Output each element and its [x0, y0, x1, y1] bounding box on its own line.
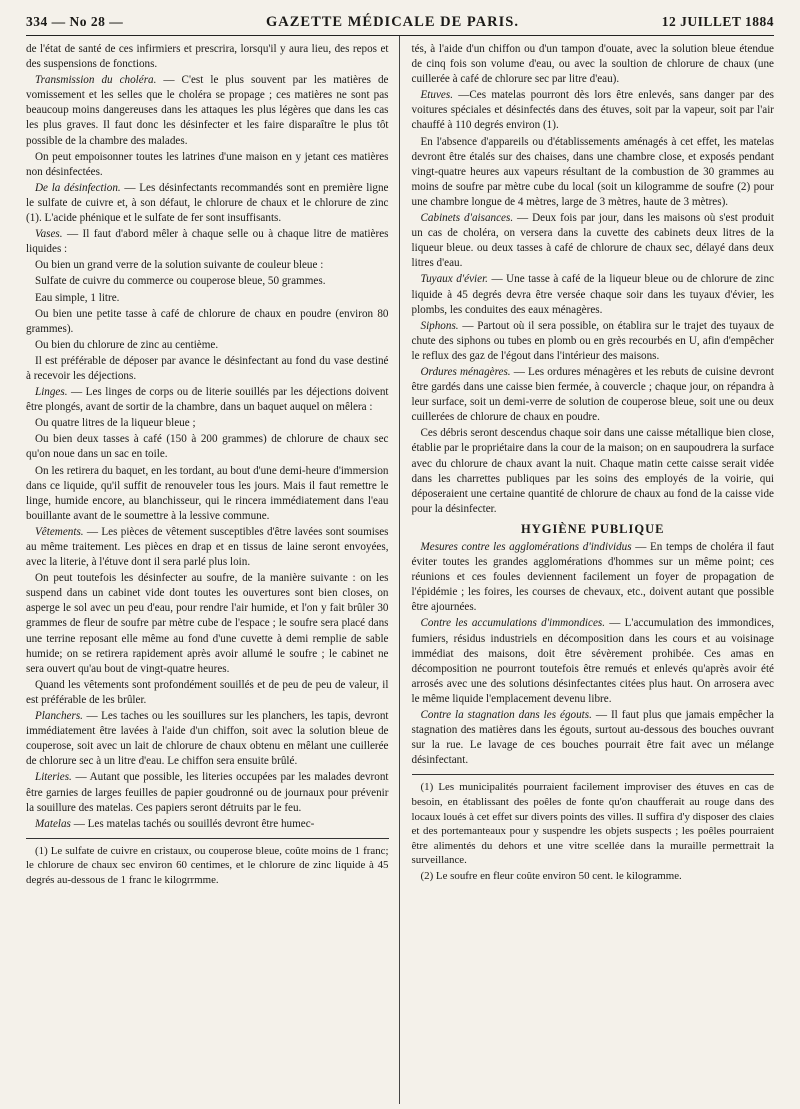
paragraph-linges: [26, 385, 389, 415]
section-heading-hygiene: HYGIÈNE PUBLIQUE: [521, 521, 665, 536]
paragraph-stagnation: [412, 708, 775, 768]
paragraph-accumulations: [412, 616, 775, 707]
paragraph: Ou bien un grand verre de la solution suivante de couleur bleue :: [35, 259, 324, 272]
section-text: — Deux fois par jour, dans les maisons où s'est produit un cas de choléra, on versera dans la cuvette des cabinets deux litres de la liqueur bleue. ou deux tasses à café de chlorure de chaux sec, délayé dans deux litres d'eau.: [411, 212, 774, 270]
paragraph: Ou bien deux tasses à café (150 à 200 grammes) de chlorure de chaux sec qu'on noue dans un sac en toile.: [26, 433, 389, 461]
section-title: Contre la stagnation dans les égouts.: [420, 709, 592, 722]
footnote: (1) Le sulfate de cuivre en cristaux, ou couperose bleue, coûte moins de 1 franc; le chlorure de chaux sec environ 60 centimes, et le chlorure de zinc liquide à 45 degrés au-dessous de 1 franc le kilogrrmme.: [26, 844, 389, 886]
section-text: — Les ordures ménagères et les rebuts de cuisine devront être gardés dans une caisse bien fermée, à couvercle ; chaque jour, on répandra à leur surface, soit un demi-verre de solution de couperose bleue, soit une ou deux cuillerées de chlorure de chaux en poudre.: [411, 365, 774, 424]
section-text: — Il faut d'abord mêler à chaque selle ou à chaque litre de matières liquides :: [26, 228, 389, 256]
section-text: — Les pièces de vêtement susceptibles d'être lavées sont soumises au même traitement. Les pièces en drap et en tissus de laine seront envoyées, avec la literie, à l'étuve dont il sera parlé plus loin.: [26, 525, 389, 569]
section-text: — En temps de choléra il faut éviter toutes les grandes agglomérations d'hommes sur un même point; ces réunions et ces foules deviennent facilement un foyer de propagation de l'épidémie ; les foires, les courses de chevaux, etc., doivent autant que possible être ajournées.: [411, 541, 774, 614]
left-column: [26, 36, 399, 1104]
paragraph-etuves: [412, 88, 775, 133]
paragraph-vases: [26, 227, 389, 257]
section-title: Etuves.: [420, 89, 453, 102]
paragraph-siphons: [412, 319, 775, 364]
section-title: Linges.: [35, 386, 68, 399]
section-text: — Les matelas tachés ou souillés devront être humec-: [70, 817, 315, 830]
issue-date: 12 JUILLET 1884: [661, 14, 774, 29]
journal-title: GAZETTE MÉDICALE DE PARIS.: [266, 14, 519, 30]
right-column: [399, 36, 775, 1104]
paragraph-cabinets: [412, 211, 775, 271]
section-title: Vêtements.: [35, 525, 84, 538]
paragraph-ordures: [412, 365, 775, 425]
paragraph: Eau simple, 1 litre.: [35, 291, 120, 304]
section-text: — Les taches ou les souillures sur les planchers, les tapis, devront immédiatement être lavées à l'aide d'un chiffon, soit avec la solution bleue de couperose, soit avec un lait de chlorure de chaux obtenu en mêlant une cuillerée de chlorure sec à un litre d'eau. Le chiffon sera ensuite brûlé.: [26, 710, 389, 768]
section-text: — Les linges de corps ou de literie souillés par les déjections doivent être plongés, avant de sortir de la chambre, dans un baquet auquel on mêlera :: [26, 386, 389, 414]
section-title: Vases.: [35, 228, 63, 241]
section-title: Cabinets d'aisances.: [420, 212, 514, 225]
paragraph: Ou bien du chlorure de zinc au centième.: [35, 338, 219, 351]
paragraph-tuyaux: [412, 272, 775, 317]
section-text: —Ces matelas pourront dès lors être enlevés, sans danger par des voitures spéciales et désinfectés dans des étuves, soit par la vapeur, soit par l'air chauffé à 110 degrés environ (1).: [411, 89, 774, 132]
section-text: — L'accumulation des immondices, fumiers, résidus industriels en décomposition dans les cours et au voisinage immédiat des maisons, doit être sévèrement prohibée. Ces amas en décomposition ne pourront toutefois être remués et enlevés qu'après avoir été arrosés avec une des solutions désinfectantes citées plus haut. On arrosera avec le même liquide l'emplacement devenu libre.: [411, 617, 774, 705]
page-number: 334 — No 28 —: [26, 14, 124, 29]
paragraph-mesures: [412, 540, 775, 615]
section-text: — Il faut plus que jamais empêcher la stagnation des matières dans les égouts, surtout au-dessous des bouches ouvrant sur la rue. Le lavage de ces bouches pourrait être fait avec un mélange désinfectant.: [411, 709, 774, 767]
paragraph-vetements: [26, 525, 389, 570]
paragraph: On peut toutefois les désinfecter au soufre, de la manière suivante : on les suspend dans un cabinet vide dont toutes les ouvertures sont bien closes, on asperge le sol avec un peu d'eau, pour rendre l'air humide, et l'on y fait brûler 30 grammes de fleur de soufre par mètre cube de l'espace ; le soufre sera placé dans une terrine reposant elle même au fond d'une cuvette à demi remplie de sable humide; on se retirera rapidement après avoir allumé le soufre ; le cabinet ne sera ouvert qu'au bout de vingt-quatre heures.: [26, 572, 389, 675]
section-text: — Les désinfectants recommandés sont en première ligne le sulfate de cuivre et, à son défaut, le chlorure de chaux et le chlorure de zinc (1). L'acide phénique et le sulfate de fer sont insuffisants.: [26, 181, 389, 225]
paragraph: Ou bien une petite tasse à café de chlorure de chaux en poudre (environ 80 grammes).: [26, 307, 389, 335]
section-title: Matelas: [35, 817, 71, 830]
section-title: Transmission du choléra.: [35, 74, 157, 87]
paragraph: Quand les vêtements sont profondément souillés et de peu de peu de valeur, il est préférable de les brûler.: [26, 678, 389, 706]
footnote: (2) Le soufre en fleur coûte environ 50 cent. le kilogramme.: [420, 869, 682, 882]
page-header: [26, 14, 774, 36]
section-title: Contre les accumulations d'immondices.: [420, 617, 606, 630]
columns: [26, 36, 774, 1104]
paragraph: En l'absence d'appareils ou d'établissements aménagés à cet effet, les matelas devront être étalés sur des chaises, dans une chambre close, et exposés pendant vingt-quatre heures aux vapeurs résultant de la combustion de 30 grammes au moins de soufre par mètre cube du local (soit un kilogramme de soufre (2) pour une chambre longue de 4 mètres, large de 3 mètres, haute de 3 mètres).: [411, 135, 774, 208]
paragraph-literies: [26, 770, 389, 815]
paragraph-planchers: [26, 709, 389, 769]
paragraph: Il est préférable de déposer par avance le désinfectant au fond du vase destiné à recevoir les déjections.: [26, 354, 389, 382]
paragraph: Sulfate de cuivre du commerce ou couperose bleue, 50 grammes.: [35, 275, 326, 288]
paragraph: Ou quatre litres de la liqueur bleue ;: [35, 417, 196, 430]
section-text: — Autant que possible, les literies occupées par les malades devront être garnies de larges feuilles de papier goudronné ou de journaux pour prévenir la souillure des matelas. Ces papiers seront détruits par le feu.: [26, 771, 389, 814]
paragraph: Ces débris seront descendus chaque soir dans une caisse métallique bien close, établie par le propriétaire dans la cour de la maison; on en saupoudrera la surface avec du chlorure de chaux avant la nuit. Chaque matin cette caisse serait vidée dans les charrettes publiques par les soins des employés de la voirie, qui déposeraient une certaine quantité de chlorure de chaux au fond de la caisse vide pour la désinfecter.: [411, 427, 774, 515]
section-title: De la désinfection.: [35, 181, 121, 194]
section-title: Mesures contre les agglomérations d'individus: [420, 541, 632, 553]
paragraph: de l'état de santé de ces infirmiers et prescrira, lorsqu'il y aura lieu, des repos et des suspensions de fonctions.: [26, 43, 389, 71]
section-title: Ordures ménagères.: [420, 365, 511, 378]
section-title: Tuyaux d'évier.: [420, 273, 488, 286]
section-text: — Une tasse à café de la liqueur bleue ou de chlorure de zinc liquide à 45 degrés devra être versée chaque soir dans les tuyaux d'évier, les plombs, les conduites des eaux ménagères.: [411, 273, 775, 316]
footnotes-left: [26, 838, 389, 888]
footnotes-right: [412, 774, 775, 883]
section-text: — Partout où il sera possible, on établira sur le trajet des tuyaux de chute des siphons ou tubes en plomb ou en grès recourbés en U, afin d'empêcher le reflux des gaz de l'égout dans l'intérieur des maisons.: [411, 319, 774, 362]
paragraph: tés, à l'aide d'un chiffon ou d'un tampon d'ouate, avec la solution bleue étendue de cinq fois son volume d'eau, ou avec la soultion de chlorure de chaux (une cuillerée à café de chlorure sec par litre d'eau).: [411, 43, 774, 86]
paragraph: On peut empoisonner toutes les latrines d'une maison en y jetant ces matières non désinfectées.: [26, 150, 389, 178]
paragraph: On les retirera du baquet, en les tordant, au bout d'une demi-heure d'immersion dans ce liquide, qu'il suffit de renouveler tous les jours. Mais il faut remettre le linge, humide encore, au blanchisseur, qui le rincera immédiatement dans l'eau bouillante avant de le soumettre à la lessive commune.: [26, 464, 389, 522]
paragraph-transmission: [26, 73, 389, 148]
section-title: Literies.: [35, 771, 72, 784]
paragraph-desinfection: [26, 181, 389, 226]
footnote: (1) Les municipalités pourraient facilement improviser des étuves en cas de besoin, en établissant des poêles de fonte qu'on chaufferait au rouge dans des locaux loués à cet effet sur divers points des villes. Il suffira d'y disposer des claies et des portemanteaux pour y suspendre les objets suspects ; les poêles pourraient être alimentés du dehors et une vitre scellée dans la muraille permettrait la surveillance.: [411, 781, 774, 867]
section-text: — C'est le plus souvent par les matières de vomissement et les selles que le choléra se propage ; ces matières ne sont pas beaucoup moins dangereuses dans les attaques les plus légères que dans les cas les plus graves. Il faut donc les désinfecter et les faire disparaître le plus tôt possible de la chambre des malades.: [26, 74, 389, 147]
section-title: Planchers.: [35, 710, 83, 723]
section-title: Siphons.: [420, 319, 459, 332]
paragraph-matelas: [26, 817, 389, 832]
